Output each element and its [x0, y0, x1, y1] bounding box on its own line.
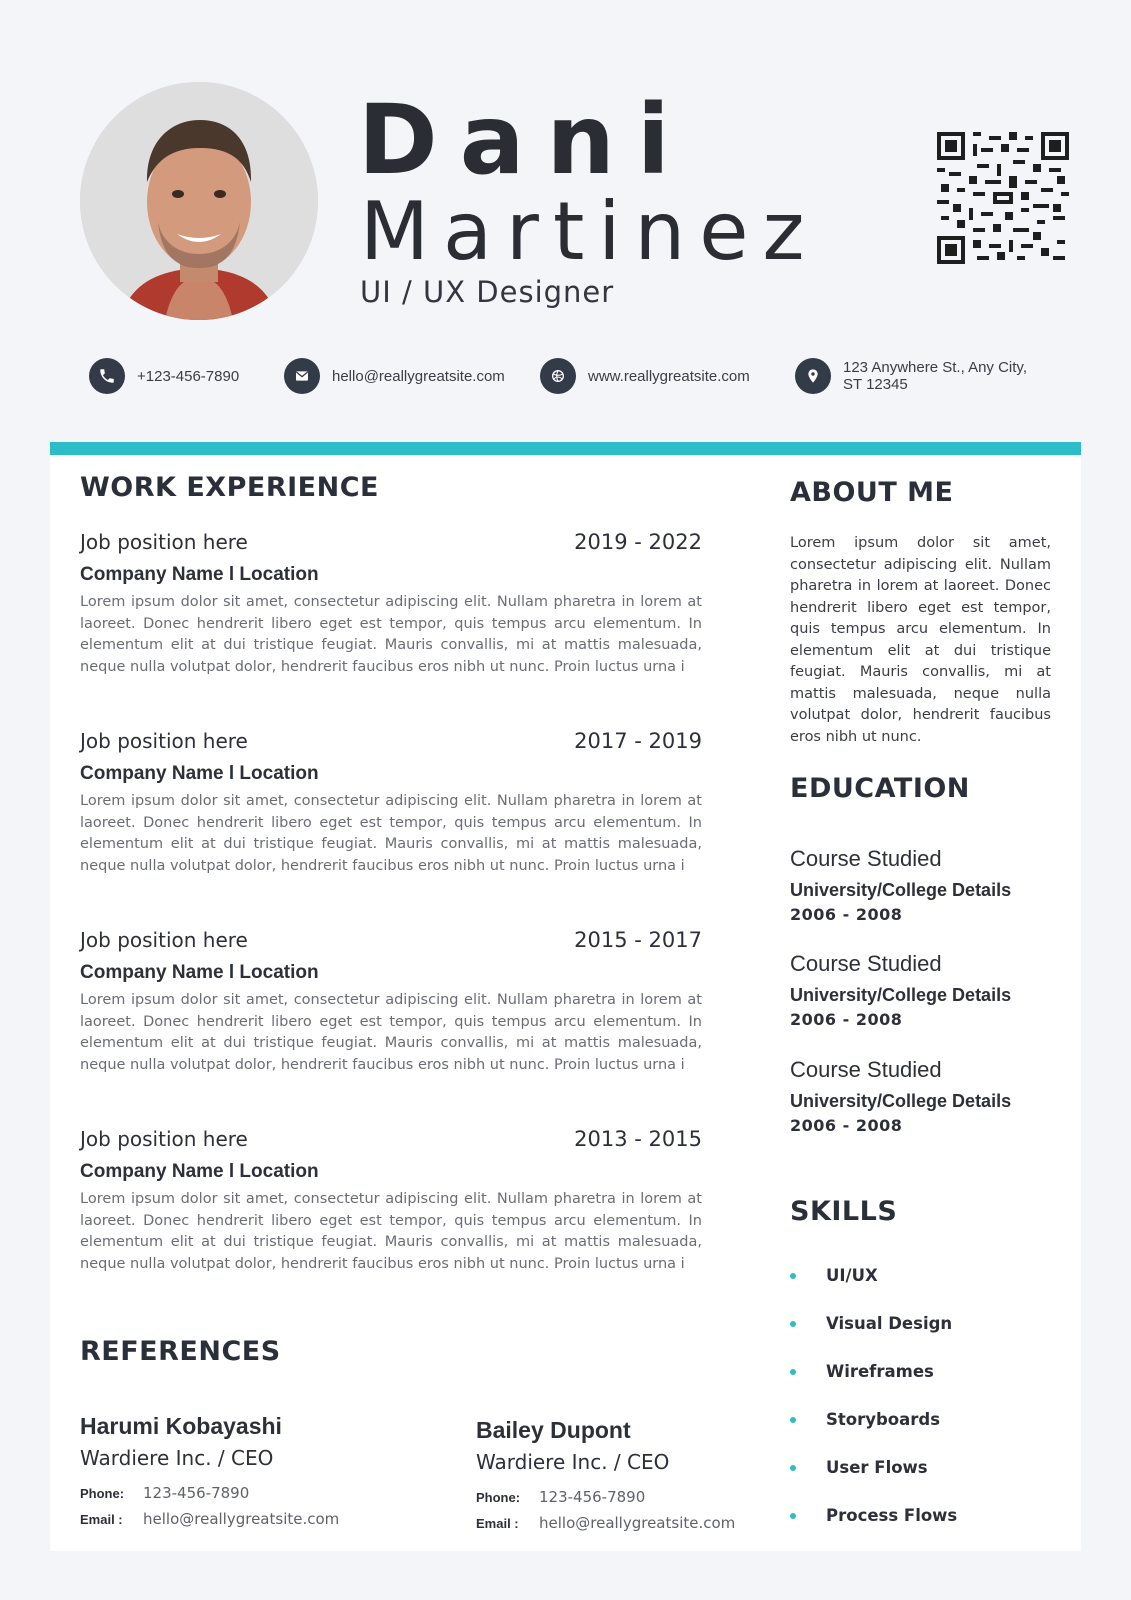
bullet-icon — [790, 1321, 796, 1327]
qr-code-icon[interactable] — [937, 132, 1069, 264]
job-description: Lorem ipsum dolor sit amet, consectetur adipiscing elit. Nullam pharetra in lorem at laoreet. Donec hendrerit libero eget est tempor, quis tempus arcu elementum. In elementum elit at dui tristique feugiat. Mauris convallis, mi at mattis malesuada, neque nulla volutpat dolor, hendrerit faucibus eros nibh ut nunc. Proin luctus urna i — [80, 1191, 702, 1272]
job-position: Job position here — [80, 729, 248, 753]
profile-photo — [80, 82, 318, 320]
job-position: Job position here — [80, 530, 248, 554]
skill-item — [790, 1410, 940, 1429]
about-me-text: Lorem ipsum dolor sit amet, consectetur adipiscing elit. Nullam pharetra in lorem at laoreet. Donec hendrerit libero eget est tempor, quis tempus arcu elementum. In elementum elit at dui tristique feugiat. Mauris convallis, mi at mattis malesuada, neque nulla volutpat dolor, hendrerit faucibus eros nibh ut nunc. — [790, 535, 1051, 745]
skill-item — [790, 1506, 957, 1525]
course-studied: Course Studied — [790, 951, 942, 976]
job-entry — [80, 530, 702, 678]
phone-number: +123-456-7890 — [137, 367, 240, 385]
skills-heading: SKILLS — [790, 1196, 898, 1227]
bullet-icon — [790, 1369, 796, 1375]
job-title: UI / UX Designer — [360, 275, 615, 309]
contact-address — [795, 358, 1043, 394]
education-years: 2006 - 2008 — [790, 905, 903, 924]
skill-label: User Flows — [826, 1458, 928, 1477]
skill-label: Wireframes — [826, 1362, 934, 1381]
address-line-2: ST 12345 — [843, 376, 908, 393]
email-address: hello@reallygreatsite.com — [332, 367, 505, 385]
reference-email: hello@reallygreatsite.com — [143, 1510, 340, 1528]
bullet-icon — [790, 1273, 796, 1279]
website-url: www.reallygreatsite.com — [588, 367, 750, 385]
university-details: University/College Details — [790, 880, 1012, 900]
mail-icon — [284, 358, 320, 394]
education-years: 2006 - 2008 — [790, 1010, 903, 1029]
course-studied: Course Studied — [790, 846, 942, 871]
accent-divider — [50, 442, 1081, 455]
skill-label: UI/UX — [826, 1266, 878, 1285]
reference-entry — [80, 1413, 410, 1528]
person-portrait-icon — [80, 82, 318, 320]
job-entry — [80, 729, 702, 877]
contact-website[interactable] — [540, 358, 750, 394]
contact-email[interactable] — [284, 358, 505, 394]
job-company: Company Name l Location — [80, 564, 319, 585]
reference-entry — [476, 1417, 806, 1532]
phone-icon — [89, 358, 125, 394]
education-entry — [790, 951, 1070, 1029]
skill-label: Visual Design — [826, 1314, 953, 1333]
job-description: Lorem ipsum dolor sit amet, consectetur adipiscing elit. Nullam pharetra in lorem at laoreet. Donec hendrerit libero eget est tempor, quis tempus arcu elementum. In elementum elit at dui tristique feugiat. Mauris convallis, mi at mattis malesuada, neque nulla volutpat dolor, hendrerit faucibus eros nibh ut nunc. Proin luctus urna i — [80, 594, 702, 675]
references-heading: REFERENCES — [80, 1336, 281, 1367]
job-years: 2019 - 2022 — [574, 530, 702, 554]
skill-item — [790, 1314, 952, 1333]
first-name: Dani — [358, 84, 692, 196]
reference-role: Wardiere Inc. / CEO — [80, 1446, 274, 1470]
address-line-1: 123 Anywhere St., Any City, — [843, 359, 1027, 376]
education-entry — [790, 846, 1070, 924]
reference-name: Harumi Kobayashi — [80, 1413, 282, 1439]
location-pin-icon — [795, 358, 831, 394]
job-description: Lorem ipsum dolor sit amet, consectetur adipiscing elit. Nullam pharetra in lorem at laoreet. Donec hendrerit libero eget est tempor, quis tempus arcu elementum. In elementum elit at dui tristique feugiat. Mauris convallis, mi at mattis malesuada, neque nulla volutpat dolor, hendrerit faucibus eros nibh ut nunc. Proin luctus urna i — [80, 992, 702, 1073]
job-entry — [80, 1127, 702, 1275]
job-years: 2015 - 2017 — [574, 928, 702, 952]
about-me-heading: ABOUT ME — [790, 477, 954, 508]
job-company: Company Name l Location — [80, 763, 319, 784]
phone-label: Phone: — [476, 1490, 521, 1505]
skill-label: Storyboards — [826, 1410, 941, 1429]
education-years: 2006 - 2008 — [790, 1116, 903, 1135]
job-description: Lorem ipsum dolor sit amet, consectetur adipiscing elit. Nullam pharetra in lorem at laoreet. Donec hendrerit libero eget est tempor, quis tempus arcu elementum. In elementum elit at dui tristique feugiat. Mauris convallis, mi at mattis malesuada, neque nulla volutpat dolor, hendrerit faucibus eros nibh ut nunc. Proin luctus urna i — [80, 793, 702, 874]
skill-item — [790, 1362, 934, 1381]
last-name: Martinez — [360, 185, 819, 278]
job-years: 2017 - 2019 — [574, 729, 702, 753]
email-label: Email : — [80, 1512, 123, 1527]
contact-phone[interactable] — [89, 358, 239, 394]
reference-role: Wardiere Inc. / CEO — [476, 1450, 670, 1474]
email-label: Email : — [476, 1516, 519, 1531]
course-studied: Course Studied — [790, 1057, 942, 1082]
globe-icon — [540, 358, 576, 394]
education-entry — [790, 1057, 1070, 1135]
job-entry — [80, 928, 702, 1076]
reference-email: hello@reallygreatsite.com — [539, 1514, 736, 1532]
university-details: University/College Details — [790, 1091, 1012, 1111]
phone-label: Phone: — [80, 1486, 125, 1501]
reference-phone: 123-456-7890 — [539, 1488, 646, 1506]
skill-label: Process Flows — [826, 1506, 958, 1525]
job-company: Company Name l Location — [80, 962, 319, 983]
address — [843, 359, 1043, 393]
job-company: Company Name l Location — [80, 1161, 319, 1182]
skill-item — [790, 1458, 928, 1477]
university-details: University/College Details — [790, 985, 1012, 1005]
job-position: Job position here — [80, 928, 248, 952]
skill-item — [790, 1266, 878, 1285]
reference-phone: 123-456-7890 — [143, 1484, 250, 1502]
education-heading: EDUCATION — [790, 773, 970, 804]
reference-name: Bailey Dupont — [476, 1417, 631, 1443]
job-years: 2013 - 2015 — [574, 1127, 702, 1151]
work-experience-heading: WORK EXPERIENCE — [80, 472, 379, 503]
job-position: Job position here — [80, 1127, 248, 1151]
